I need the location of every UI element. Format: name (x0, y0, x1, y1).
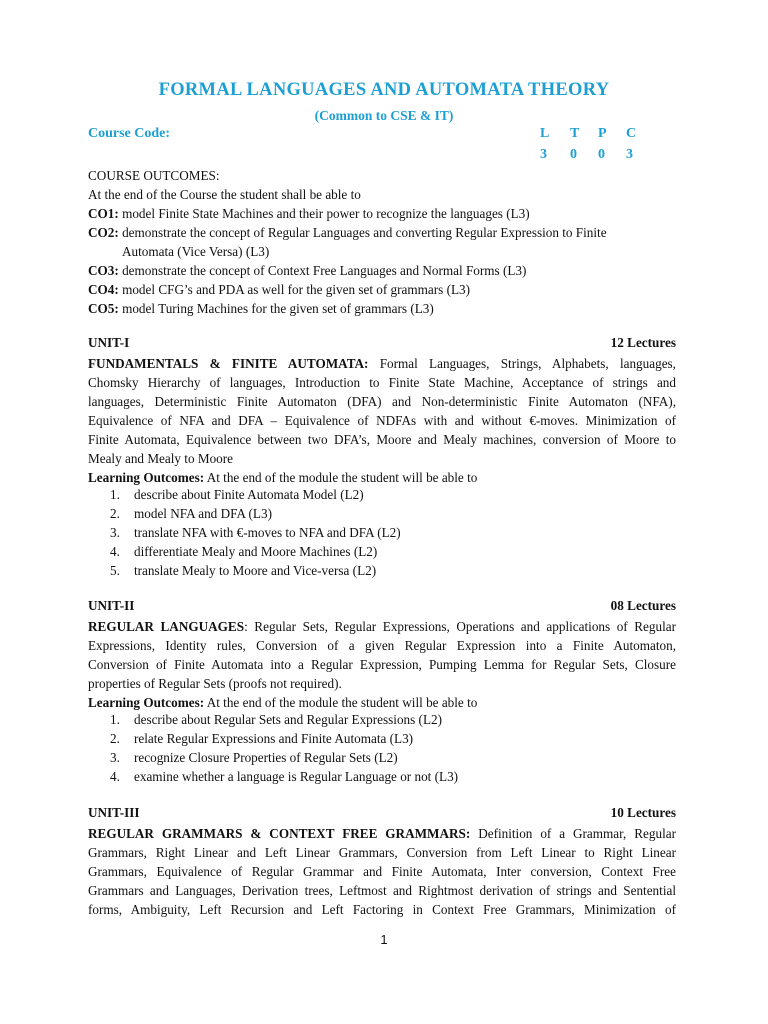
unit2-name: UNIT-II (88, 598, 135, 613)
co5 (88, 299, 676, 318)
unit2-text-1: : Regular Sets, Regular Expressions, Operations and applications of Regular (244, 619, 677, 634)
unit1-item-2-number: 2. (110, 506, 120, 521)
unit3-line-3: Grammars, Equivalence of Regular Grammar and Finite Automata, Inter conversion, Context Free (88, 864, 676, 879)
unit1-item-3-number: 3. (110, 525, 120, 540)
co2 (88, 223, 676, 242)
ltpc-label-p: P (598, 126, 607, 141)
unit1-text-1: Formal Languages, Strings, Alphabets, languages, (368, 356, 676, 371)
co5-text: model Turing Machines for the given set of grammars (L3) (118, 301, 434, 316)
course-code-label: Course Code: (88, 126, 171, 141)
unit2-item-3-number: 3. (110, 750, 120, 765)
co2-continued: Automata (Vice Versa) (L3) (122, 244, 270, 259)
unit1-lo-text: At the end of the module the student will be able to (204, 470, 478, 485)
unit2-item-1-number: 1. (110, 712, 120, 727)
ltpc-value-p: 0 (598, 147, 605, 162)
unit1-line-1 (88, 354, 676, 373)
co5-label: CO5: (88, 301, 119, 316)
unit2-lectures: 08 Lectures (610, 598, 676, 613)
unit2-line-3: Conversion of Finite Automata into a Regular Expression, Pumping Lemma for Regular Sets, Closure (88, 657, 676, 672)
unit1-item-5: translate Mealy to Moore and Vice-versa (L2) (134, 563, 377, 578)
unit2-item-1: describe about Regular Sets and Regular Expressions (L2) (134, 712, 442, 727)
unit2-header (88, 598, 676, 614)
unit1-heading: FUNDAMENTALS & FINITE AUTOMATA: (88, 356, 369, 371)
unit2-item-4: examine whether a language is Regular Language or not (L3) (134, 769, 459, 784)
co2-label: CO2: (88, 225, 119, 240)
unit3-text-1: Definition of a Grammar, Regular (470, 826, 676, 841)
ltpc-value-l: 3 (540, 147, 547, 162)
unit3-heading: REGULAR GRAMMARS & CONTEXT FREE GRAMMARS: (88, 826, 471, 841)
unit1-learning-outcomes (88, 468, 676, 487)
co3 (88, 261, 676, 280)
co4-label: CO4: (88, 282, 119, 297)
co3-text: demonstrate the concept of Context Free Languages and Normal Forms (L3) (118, 263, 527, 278)
unit1-line-6: Mealy and Mealy to Moore (88, 451, 234, 466)
unit2-item-3: recognize Closure Properties of Regular Sets (L2) (134, 750, 398, 765)
ltpc-value-c: 3 (626, 147, 633, 162)
unit1-lectures: 12 Lectures (610, 335, 676, 350)
unit1-item-1-number: 1. (110, 487, 120, 502)
unit1-line-3: languages, Deterministic Finite Automaton (DFA) and Non-deterministic Finite Automaton (NFA), (88, 394, 676, 409)
unit1-line-2: Chomsky Hierarchy of languages, Introduction to Finite State Machine, Acceptance of strings and (88, 375, 676, 390)
unit2-item-2-number: 2. (110, 731, 120, 746)
ltpc-label-t: T (570, 126, 580, 141)
unit3-line-1 (88, 824, 676, 843)
unit1-item-4-number: 4. (110, 544, 120, 559)
unit3-lectures: 10 Lectures (610, 805, 676, 820)
unit2-lo-label: Learning Outcomes: (88, 695, 205, 710)
unit2-lo-text: At the end of the module the student will be able to (204, 695, 478, 710)
unit1-item-5-number: 5. (110, 563, 120, 578)
unit1-item-4: differentiate Mealy and Moore Machines (L2) (134, 544, 378, 559)
co4 (88, 280, 676, 299)
page-subtitle: (Common to CSE & IT) (314, 108, 454, 123)
unit1-item-2: model NFA and DFA (L3) (134, 506, 272, 521)
page-number: 1 (380, 932, 388, 947)
unit2-line-1 (88, 617, 676, 636)
unit3-line-5: forms, Ambiguity, Left Recursion and Left Factoring in Context Free Grammars, Minimization of (88, 902, 676, 917)
page-title: FORMAL LANGUAGES AND AUTOMATA THEORY (158, 80, 610, 100)
unit1-line-5: Finite Automata, Equivalence between two DFA’s, Moore and Mealy machines, conversion of Moore to (88, 432, 676, 447)
co2-text: demonstrate the concept of Regular Languages and converting Regular Expression to Finite (118, 225, 607, 240)
unit1-line-4: Equivalence of NFA and DFA – Equivalence of NDFAs with and without €-moves. Minimization of (88, 413, 676, 428)
unit3-line-4: Grammars and Languages, Derivation trees, Leftmost and Rightmost derivation of strings and Sentential (88, 883, 676, 898)
co3-label: CO3: (88, 263, 119, 278)
ltpc-label-c: C (626, 126, 637, 141)
course-outcomes-heading (88, 166, 676, 185)
outcomes-intro: At the end of the Course the student shall be able to (88, 187, 361, 202)
unit1-item-3: translate NFA with €-moves to NFA and DFA (L2) (134, 525, 401, 540)
unit2-learning-outcomes (88, 693, 676, 712)
unit3-name: UNIT-III (88, 805, 140, 820)
unit2-item-4-number: 4. (110, 769, 120, 784)
outcomes-heading-suffix: : (215, 168, 220, 183)
co4-text: model CFG’s and PDA as well for the given set of grammars (L3) (118, 282, 471, 297)
co1 (88, 204, 676, 223)
unit3-line-2: Grammars, Right Linear and Left Linear Grammars, Conversion from Left Linear to Right Linear (88, 845, 676, 860)
unit2-item-2: relate Regular Expressions and Finite Automata (L3) (134, 731, 414, 746)
unit1-header (88, 335, 676, 351)
ltpc-value-t: 0 (570, 147, 577, 162)
unit1-item-1: describe about Finite Automata Model (L2) (134, 487, 364, 502)
unit1-name: UNIT-I (88, 335, 130, 350)
unit2-line-2: Expressions, Identity rules, Conversion of a given Regular Expression into a Finite Automaton, (88, 638, 676, 653)
ltpc-label-l: L (540, 126, 550, 141)
unit2-line-4: properties of Regular Sets (proofs not required). (88, 676, 342, 691)
unit1-lo-label: Learning Outcomes: (88, 470, 205, 485)
unit2-heading: REGULAR LANGUAGES (88, 619, 245, 634)
outcomes-heading-text: COURSE OUTCOMES (88, 168, 216, 183)
co1-text: model Finite State Machines and their power to recognize the languages (L3) (118, 206, 530, 221)
unit3-header (88, 805, 676, 821)
co1-label: CO1: (88, 206, 119, 221)
